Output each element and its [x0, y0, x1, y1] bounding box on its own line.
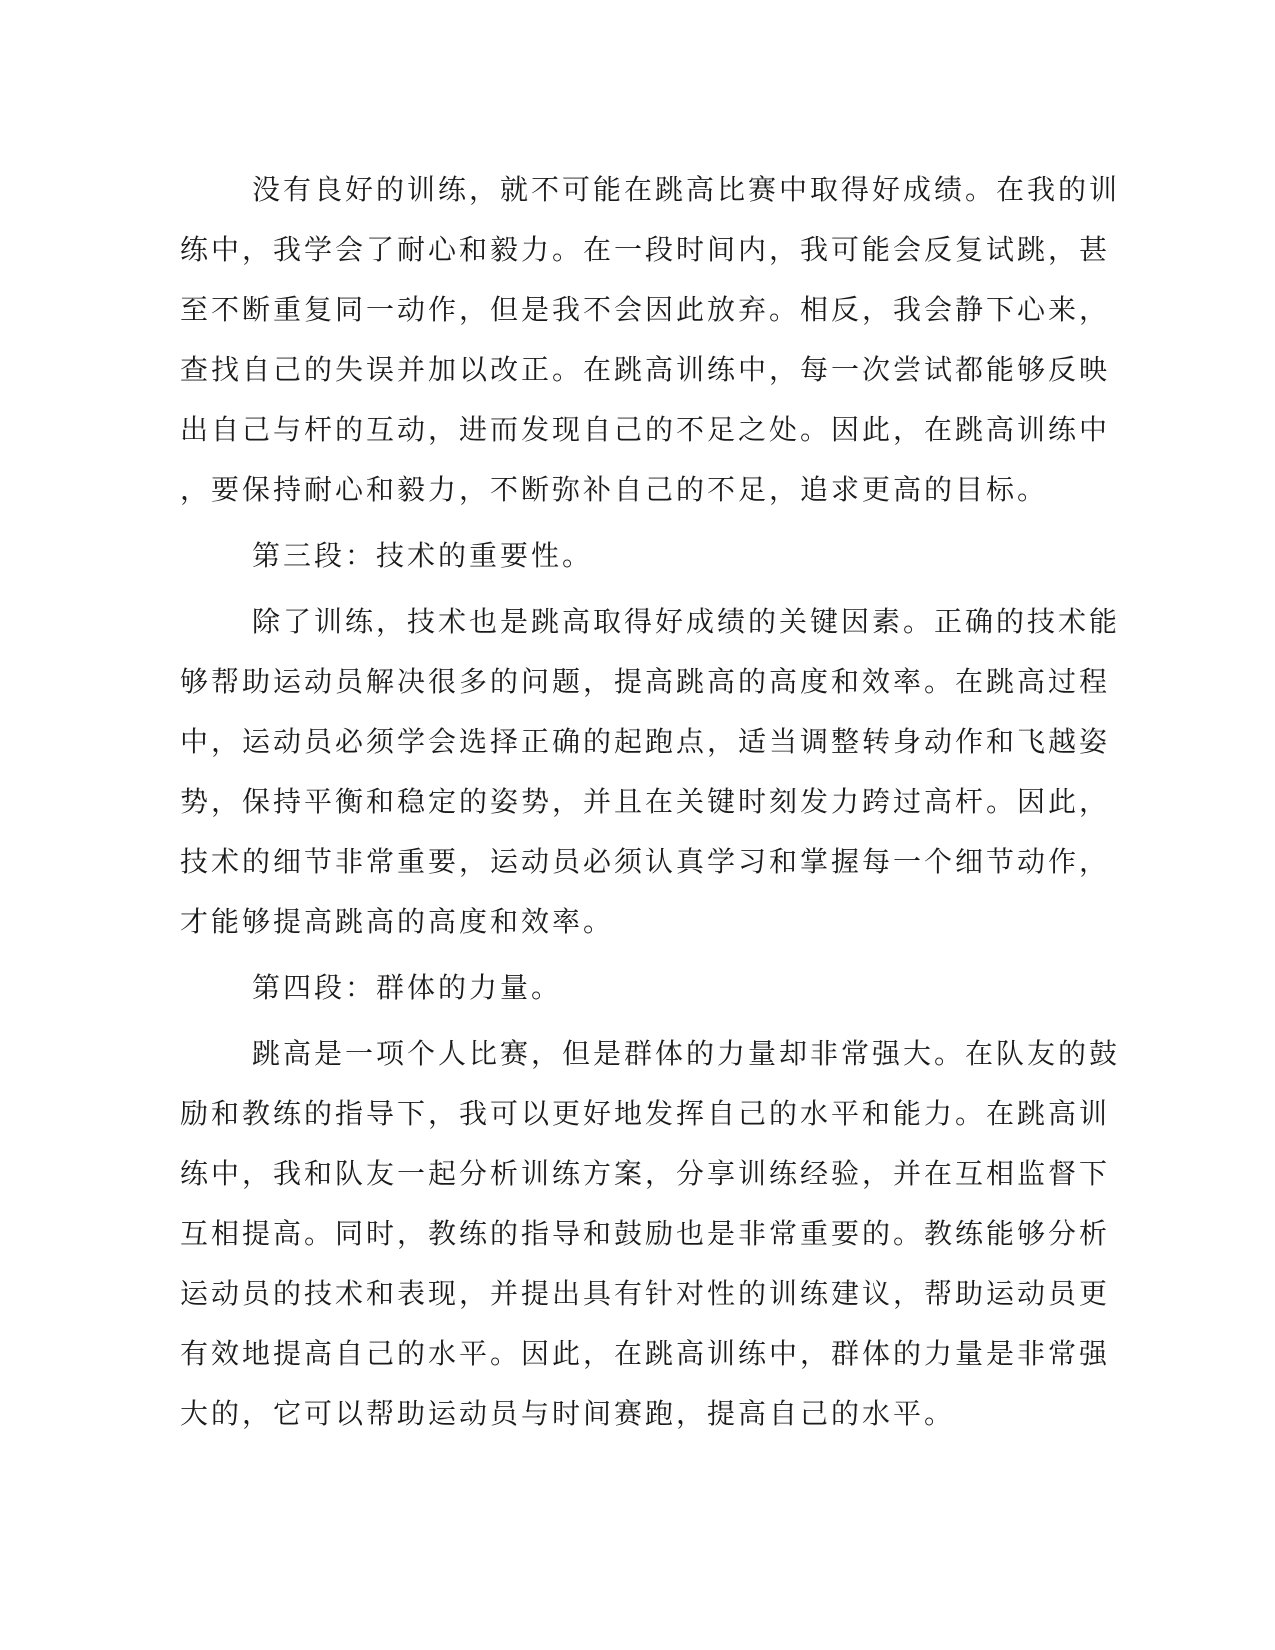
section-heading-3: 第三段：技术的重要性。	[252, 539, 594, 572]
paragraph-line: 才能够提高跳高的高度和效率。	[180, 905, 615, 938]
paragraph-line: ，要保持耐心和毅力，不断弥补自己的不足，追求更高的目标。	[180, 473, 1049, 506]
paragraph-line: 势，保持平衡和稳定的姿势，并且在关键时刻发力跨过高杆。因此，	[180, 785, 1111, 818]
paragraph-line: 出自己与杆的互动，进而发现自己的不足之处。因此，在跳高训练中	[180, 413, 1111, 446]
paragraph-line: 有效地提高自己的水平。因此，在跳高训练中，群体的力量是非常强	[180, 1337, 1111, 1370]
paragraph-line: 中，运动员必须学会选择正确的起跑点，适当调整转身动作和飞越姿	[180, 725, 1111, 758]
document-body	[180, 160, 1121, 1444]
section-heading-4: 第四段：群体的力量。	[252, 971, 563, 1004]
paragraph-line: 励和教练的指导下，我可以更好地发挥自己的水平和能力。在跳高训	[180, 1097, 1111, 1130]
paragraph-line: 查找自己的失误并加以改正。在跳高训练中，每一次尝试都能够反映	[180, 353, 1111, 386]
paragraph-line: 够帮助运动员解决很多的问题，提高跳高的高度和效率。在跳高过程	[180, 665, 1111, 698]
paragraph-line: 至不断重复同一动作，但是我不会因此放弃。相反，我会静下心来，	[180, 293, 1111, 326]
paragraph-training	[180, 160, 1121, 520]
paragraph-group-strength	[180, 1024, 1121, 1444]
paragraph-line: 运动员的技术和表现，并提出具有针对性的训练建议，帮助运动员更	[180, 1277, 1111, 1310]
paragraph-line: 练中，我学会了耐心和毅力。在一段时间内，我可能会反复试跳，甚	[180, 233, 1111, 266]
paragraph-line: 大的，它可以帮助运动员与时间赛跑，提高自己的水平。	[180, 1397, 956, 1430]
paragraph-technique	[180, 592, 1121, 952]
paragraph-line: 除了训练，技术也是跳高取得好成绩的关键因素。正确的技术能	[252, 605, 1121, 638]
paragraph-line: 互相提高。同时，教练的指导和鼓励也是非常重要的。教练能够分析	[180, 1217, 1111, 1250]
paragraph-line: 技术的细节非常重要，运动员必须认真学习和掌握每一个细节动作，	[180, 845, 1111, 878]
paragraph-line: 没有良好的训练，就不可能在跳高比赛中取得好成绩。在我的训	[252, 173, 1121, 206]
paragraph-line: 练中，我和队友一起分析训练方案，分享训练经验，并在互相监督下	[180, 1157, 1111, 1190]
paragraph-line: 跳高是一项个人比赛，但是群体的力量却非常强大。在队友的鼓	[252, 1037, 1121, 1070]
